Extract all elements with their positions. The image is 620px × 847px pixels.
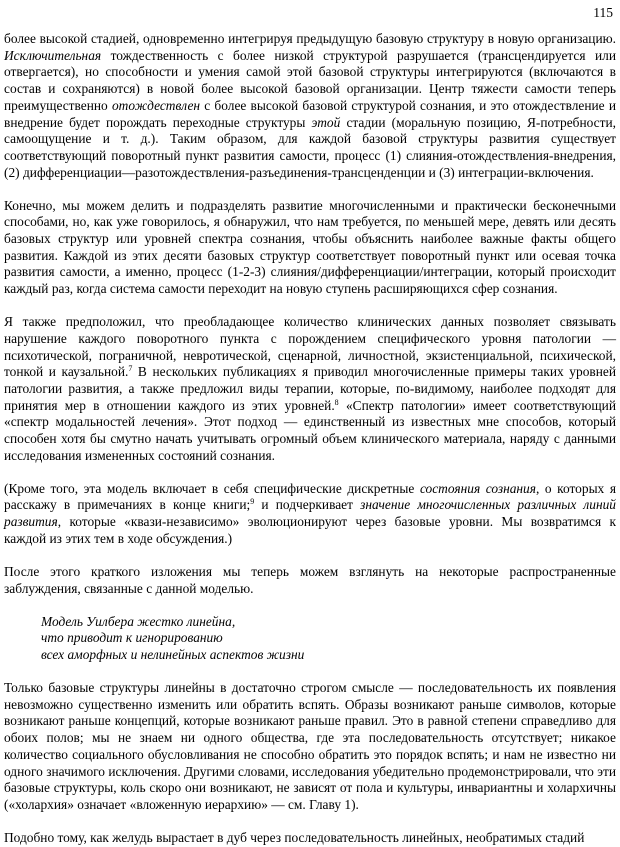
emphasis: значение многочисленных различных линий развития — [4, 497, 617, 530]
heading-line: всех аморфных и нелинейных аспектов жизни — [41, 646, 305, 662]
footnote-ref: 7 — [128, 364, 133, 374]
paragraph-6: Только базовые структуры линейны в достаточно строгом смысле — последовательность их появления невозможно существенно изменить или обратить вспять. Образы возникают раньше символов, которые возникают раньше концепций, которые возникают раньше правил. Это в равной степени справедливо для обоих полов; мы не знаем ни одного общества, где эта последовательность отсутствует; никакое количество социального обусловливания не способно обратить это порядок вспять; и нам не известно ни одного значимого исключения. Другими словами, исследования убедительно продемонстрировали, что эти базовые структуры, коль скоро они возникают, не зависят от пола и культуры, инвариантны и холархичны («холархия» означает «вложенную иерархию» — см. Главу 1). — [4, 679, 616, 812]
paragraph-5: После этого краткого изложения мы теперь можем взглянуть на некоторые распространенные заблуждения, связанные с данной моделью. — [4, 563, 616, 596]
emphasis: отождествлен — [111, 97, 201, 113]
footnote-ref: 9 — [250, 497, 255, 507]
paragraph-1: более высокой стадией, одновременно интегрируя предыдущую базовую структуру в новую организацию. Исключительная тождественность с более низкой структурой разрушается (трансцендируется или отвергается), но способности и умения самой этой базовой структуры интегрируются (включаются в состав и сохраняются) в новой более высокой базовой организации. Центр тяжести самости теперь преимущественно отождествлен с более высокой базовой структурой сознания, и это отождествление и внедрение будет порождать переходные структуры этой стадии (моральную позицию, Я-потребности, самоощущение и т. д.). Таким образом, для каждой базовой структуры развития существует соответствующий поворотный пункт развития самости, процесс (1) слияния-отождествления-внедрения, (2) дифференциации—разотождествления-разъединения-трансценденции и (3) интеграции-включения. — [4, 31, 616, 180]
emphasis: этой — [311, 114, 341, 130]
emphasis: состояния сознания — [419, 480, 536, 496]
paragraph-2: Конечно, мы можем делить и подразделять развитие многочисленными и практически бесконечными способами, но, как уже говорилось, я обнаружил, что нам требуется, по меньшей мере, девять или десять базовых структур или уровней спектра сознания, чтобы объяснить наиболее важные факты общего развития. Каждой из этих десяти базовых структур соответствует поворотный пункт или осевая точка развития самости, а именно, процесс (1-2-3) слияния/дифференциации/интеграции, который происходит каждый раз, когда система самости переходит на новую ступень расширяющихся сфер сознания. — [4, 197, 616, 297]
paragraph-4: (Кроме того, эта модель включает в себя специфические дискретные состояния сознания, о которых я расскажу в примечаниях в конце книги;$^9$ и подчеркивает значение многочисленных различных линий развития, которые «квази-независимо» эволюционируют через базовые уровни. Мы возвратимся к каждой из этих тем в ходе обсуждения.) — [4, 480, 617, 546]
section-heading — [41, 614, 616, 664]
page-body — [4, 31, 616, 847]
paragraph-3: Я также предположил, что преобладающее количество клинических данных позволяет связывать нарушение каждого поворотного пункта с порождением специфического уровня патологии — психотической, пограничной, невротической, сценарной, личностной, экзистенциальной, психической, тонкой и каузальной.$^7$ В нескольких публикациях я приводил многочисленные примеры таких уровней патологии развития, а также предложил виды терапии, которые, по-видимому, наиболее подходят для принятия мер в отношении каждого из этих уровней.$^8$ «Спектр патологии» имеет соответствующий «спектр модальностей лечения». Этот подход — единственный из известных мне способов, который способен хотя бы смутно начать учитывать огромный объем клинического материала, наряду с данными исследования измененных состояний сознания. — [4, 314, 616, 463]
heading-line: Модель Уилбера жестко линейна, — [41, 613, 236, 629]
footnote-ref: 8 — [334, 397, 339, 407]
paragraph-7: Подобно тому, как желудь вырастает в дуб через последовательность линейных, необратимых стадий — [4, 829, 585, 845]
page-number: 115 — [593, 5, 613, 20]
emphasis: Исключительная — [4, 47, 102, 63]
heading-line: что приводит к игнорированию — [41, 630, 223, 646]
